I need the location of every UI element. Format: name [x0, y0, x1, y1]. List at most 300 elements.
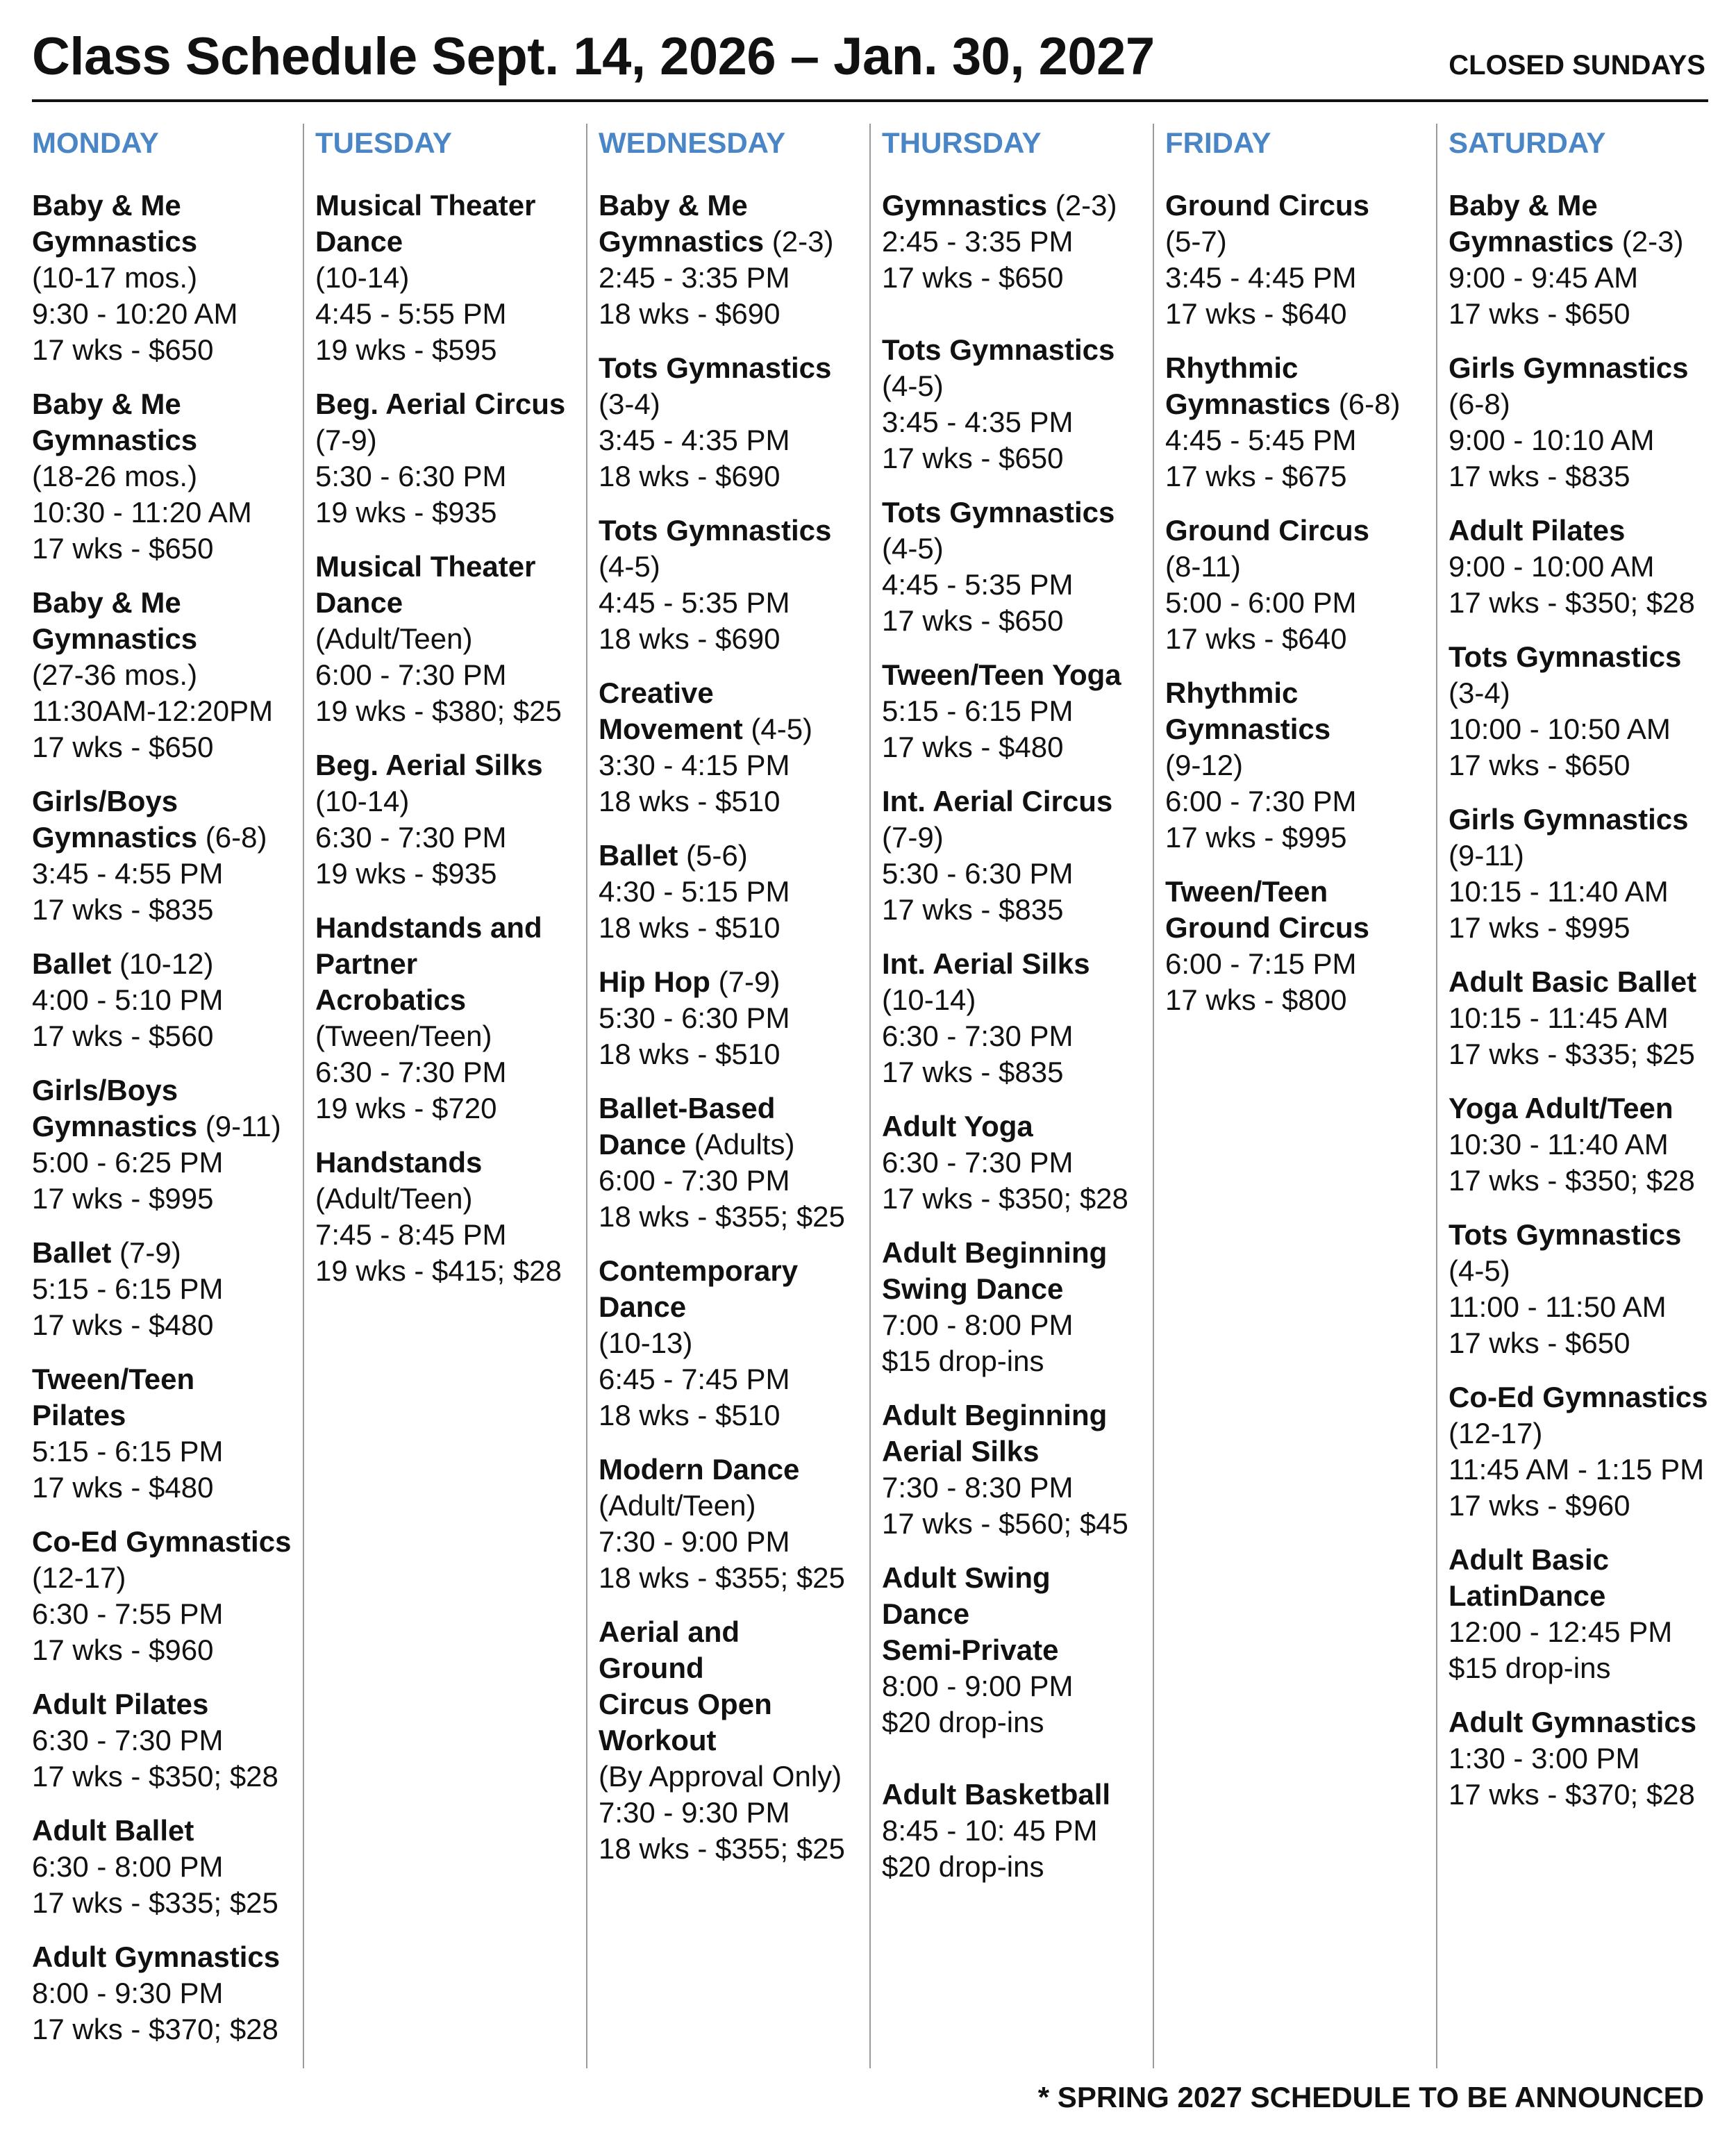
class-detail: 18 wks - $690 [599, 460, 781, 492]
class-title-line [1449, 639, 1732, 675]
class-detail: (Adult/Teen) [599, 1489, 756, 1522]
class-title-line [599, 1452, 882, 1488]
class-detail: 17 wks - $350; $28 [882, 1182, 1128, 1215]
class-detail: (7-9) [882, 821, 944, 854]
class-age: (2-3) [764, 225, 834, 258]
class-detail: 18 wks - $690 [599, 297, 781, 330]
day-column-thursday [882, 124, 1165, 2068]
class-detail: 17 wks - $650 [32, 731, 214, 763]
class-detail: 17 wks - $995 [1449, 911, 1630, 944]
class-entry [1165, 675, 1449, 856]
class-title-line [1165, 350, 1449, 422]
class-title-line [32, 188, 315, 260]
class-name: Ground Circus [1165, 189, 1370, 222]
class-detail: 10:15 - 11:45 AM [1449, 1002, 1669, 1034]
class-name: Baby & Me Gymnastics [1449, 189, 1614, 258]
class-age: (2-3) [1614, 225, 1684, 258]
class-name: Gymnastics [882, 189, 1048, 222]
class-entry [32, 1072, 315, 1217]
class-detail: 9:00 - 10:10 AM [1449, 424, 1655, 456]
class-detail: 11:45 AM - 1:15 PM [1449, 1453, 1705, 1486]
day-column-saturday [1449, 124, 1732, 2068]
class-entry [882, 1108, 1165, 1217]
class-detail: 1:30 - 3:00 PM [1449, 1742, 1640, 1775]
class-detail: (4-5) [882, 532, 944, 565]
closed-sundays-note: CLOSED SUNDAYS [1449, 50, 1705, 81]
column-divider [586, 124, 587, 2068]
class-title-line [882, 657, 1165, 693]
class-title-line [599, 675, 882, 747]
class-detail: 5:15 - 6:15 PM [882, 695, 1074, 727]
class-detail: 10:15 - 11:40 AM [1449, 875, 1669, 908]
class-detail: 7:30 - 9:00 PM [599, 1525, 790, 1558]
class-name: Tots Gymnastics [882, 333, 1115, 366]
class-name: Tween/Teen Yoga [882, 658, 1121, 691]
class-title-line [1449, 1217, 1732, 1253]
class-entry [32, 1939, 315, 2047]
class-name: Rhythmic Gymnastics [1165, 676, 1331, 745]
class-detail: 3:45 - 4:35 PM [599, 424, 790, 456]
class-detail: (27-36 mos.) [32, 658, 198, 691]
column-divider [869, 124, 871, 2068]
class-detail: 17 wks - $370; $28 [1449, 1778, 1695, 1811]
class-detail: 6:30 - 7:30 PM [32, 1724, 224, 1756]
column-divider [303, 124, 304, 2068]
class-detail: (10-14) [882, 983, 976, 1016]
class-detail: (9-12) [1165, 749, 1244, 781]
class-detail: 9:00 - 9:45 AM [1449, 261, 1639, 294]
class-detail: 19 wks - $380; $25 [315, 695, 562, 727]
class-entry [882, 1397, 1165, 1542]
class-name: Handstands [315, 1146, 483, 1179]
class-entry [1449, 188, 1732, 332]
class-detail: 9:30 - 10:20 AM [32, 297, 238, 330]
class-entry [882, 1560, 1165, 1740]
class-name: Modern Dance [599, 1453, 800, 1486]
class-detail: (4-5) [882, 369, 944, 402]
class-detail: 3:30 - 4:15 PM [599, 749, 790, 781]
class-detail: 17 wks - $650 [882, 442, 1064, 474]
class-detail: 17 wks - $835 [882, 893, 1064, 926]
class-detail: 10:00 - 10:50 AM [1449, 713, 1671, 745]
class-detail: 17 wks - $650 [882, 261, 1064, 294]
class-title-line [882, 1235, 1165, 1307]
class-detail: 2:45 - 3:35 PM [882, 225, 1074, 258]
class-name: Girls/Boys Gymnastics [32, 785, 198, 854]
class-entry [315, 386, 599, 531]
class-title-line [32, 1939, 315, 1975]
class-title-line [882, 783, 1165, 820]
class-detail: 17 wks - $480 [32, 1471, 214, 1504]
class-detail: 4:45 - 5:35 PM [599, 586, 790, 619]
class-detail: 17 wks - $800 [1165, 983, 1347, 1016]
class-entry [882, 332, 1165, 476]
class-detail: 6:30 - 7:30 PM [315, 821, 507, 854]
class-title-line [882, 1108, 1165, 1145]
class-detail: 17 wks - $650 [1449, 1327, 1630, 1359]
class-detail: 5:30 - 6:30 PM [599, 1002, 790, 1034]
class-entry [1449, 964, 1732, 1072]
class-title-line [315, 1145, 599, 1181]
class-name: Baby & Me Gymnastics [32, 388, 198, 456]
day-header: THURSDAY [882, 126, 1042, 159]
class-title-line [315, 910, 599, 1018]
class-detail: 6:30 - 8:00 PM [32, 1850, 224, 1883]
class-age: (6-8) [1330, 388, 1401, 420]
class-title-line [1449, 1704, 1732, 1740]
class-detail: (Adult/Teen) [315, 622, 473, 655]
class-detail: 17 wks - $560; $45 [882, 1507, 1128, 1540]
class-age: (7-9) [710, 965, 781, 998]
class-detail: (18-26 mos.) [32, 460, 198, 492]
class-detail: 7:45 - 8:45 PM [315, 1218, 507, 1251]
class-detail: 9:00 - 10:00 AM [1449, 550, 1655, 583]
class-detail: (3-4) [1449, 676, 1510, 709]
class-detail: 3:45 - 4:45 PM [1165, 261, 1357, 294]
class-detail: (4-5) [599, 550, 660, 583]
class-name: Adult Beginning Swing Dance [882, 1236, 1108, 1305]
class-entry [599, 513, 882, 657]
class-detail: 6:30 - 7:30 PM [882, 1020, 1074, 1052]
class-detail: (By Approval Only) [599, 1760, 842, 1793]
class-entry [599, 350, 882, 495]
class-detail: 8:00 - 9:00 PM [882, 1670, 1074, 1702]
class-detail: 6:00 - 7:30 PM [599, 1164, 790, 1197]
class-detail: 4:30 - 5:15 PM [599, 875, 790, 908]
class-age: (6-8) [197, 821, 267, 854]
class-entry [1165, 874, 1449, 1018]
class-name: Contemporary Dance [599, 1254, 799, 1323]
class-title-line [315, 747, 599, 783]
column-divider [1436, 124, 1437, 2068]
class-title-line [1449, 801, 1732, 838]
class-detail: 8:00 - 9:30 PM [32, 1977, 224, 2009]
class-detail: 5:30 - 6:30 PM [882, 857, 1074, 890]
class-detail: (12-17) [32, 1561, 126, 1594]
class-detail: 5:30 - 6:30 PM [315, 460, 507, 492]
class-entry [32, 1235, 315, 1343]
class-detail: 6:00 - 7:15 PM [1165, 947, 1357, 980]
class-detail: (10-14) [315, 261, 410, 294]
class-title-line [32, 1361, 315, 1434]
class-name: Tween/Teen Pilates [32, 1363, 195, 1431]
class-name: Adult Basketball [882, 1778, 1111, 1811]
class-entry [882, 946, 1165, 1090]
class-name: Tots Gymnastics [882, 496, 1115, 529]
class-detail: 5:15 - 6:15 PM [32, 1272, 224, 1305]
class-detail: 18 wks - $510 [599, 911, 781, 944]
class-detail: 6:00 - 7:30 PM [315, 658, 507, 691]
class-title-line [1449, 188, 1732, 260]
class-detail: 7:30 - 9:30 PM [599, 1796, 790, 1829]
footer-note: * SPRING 2027 SCHEDULE TO BE ANNOUNCED [1037, 2081, 1704, 2113]
class-entry [315, 747, 599, 892]
class-detail: 18 wks - $355; $25 [599, 1200, 845, 1233]
class-detail: 18 wks - $355; $25 [599, 1832, 845, 1865]
class-detail: (5-7) [1165, 225, 1227, 258]
class-entry [32, 1524, 315, 1668]
class-title-line [882, 1777, 1165, 1813]
page-title: Class Schedule Sept. 14, 2026 – Jan. 30, 2027 [32, 27, 1155, 86]
class-name: Adult Yoga [882, 1110, 1033, 1142]
class-name: Beg. Aerial Circus [315, 388, 566, 420]
class-name: Hip Hop [599, 965, 710, 998]
class-name: Co-Ed Gymnastics [32, 1525, 292, 1558]
class-detail: $15 drop-ins [882, 1345, 1044, 1377]
class-name: Tots Gymnastics [1449, 1218, 1682, 1251]
class-name: Baby & Me Gymnastics [599, 189, 765, 258]
class-name: Girls Gymnastics [1449, 351, 1689, 384]
class-detail: 17 wks - $370; $28 [32, 2013, 278, 2045]
day-header: TUESDAY [315, 126, 452, 159]
class-entry [599, 188, 882, 332]
class-detail: (9-11) [1449, 839, 1524, 872]
class-entry [32, 188, 315, 368]
class-name: Beg. Aerial Silks [315, 749, 543, 781]
class-detail: 17 wks - $480 [882, 731, 1064, 763]
class-title-line [32, 585, 315, 657]
class-detail: 17 wks - $640 [1165, 622, 1347, 655]
class-name: Creative Movement [599, 676, 743, 745]
class-name: Adult Gymnastics [32, 1941, 281, 1973]
class-title-line [32, 783, 315, 856]
class-detail: 17 wks - $960 [32, 1634, 214, 1666]
class-title-line [1449, 513, 1732, 549]
class-entry [599, 1614, 882, 1867]
class-title-line [32, 946, 315, 982]
class-detail: 18 wks - $510 [599, 1038, 781, 1070]
day-header: WEDNESDAY [599, 126, 786, 159]
header-divider [32, 99, 1708, 102]
class-detail: 17 wks - $650 [32, 532, 214, 565]
class-detail: $15 drop-ins [1449, 1652, 1611, 1684]
class-name: Tots Gymnastics [599, 351, 832, 384]
class-detail: 18 wks - $510 [599, 1399, 781, 1431]
class-name: Rhythmic Gymnastics [1165, 351, 1331, 420]
class-title-line [599, 964, 882, 1000]
class-detail: 7:30 - 8:30 PM [882, 1471, 1074, 1504]
class-detail: 8:45 - 10: 45 PM [882, 1814, 1098, 1847]
class-entry [32, 1361, 315, 1506]
class-title-line [1165, 188, 1449, 224]
class-detail: 17 wks - $640 [1165, 297, 1347, 330]
class-name: Adult Basic Ballet [1449, 965, 1697, 998]
class-name: Handstands and Partner Acrobatics [315, 911, 542, 1016]
class-detail: 10:30 - 11:40 AM [1449, 1128, 1669, 1161]
class-detail: 17 wks - $335; $25 [1449, 1038, 1695, 1070]
class-detail: 3:45 - 4:35 PM [882, 406, 1074, 438]
class-detail: 6:30 - 7:55 PM [32, 1597, 224, 1630]
class-age: (4-5) [742, 713, 813, 745]
class-detail: 3:45 - 4:55 PM [32, 857, 224, 890]
class-detail: 17 wks - $650 [32, 333, 214, 366]
class-title-line [882, 1397, 1165, 1470]
class-name: Aerial and Ground Circus Open Workout [599, 1615, 772, 1756]
class-detail: 10:30 - 11:20 AM [32, 496, 252, 529]
class-detail: 4:45 - 5:45 PM [1165, 424, 1357, 456]
class-title-line [882, 332, 1165, 368]
class-detail: 17 wks - $350; $28 [1449, 1164, 1695, 1197]
class-title-line [1449, 964, 1732, 1000]
class-entry [1449, 1704, 1732, 1813]
day-header: MONDAY [32, 126, 159, 159]
class-entry [1449, 639, 1732, 783]
class-name: Adult Swing Dance Semi-Private [882, 1561, 1059, 1666]
class-title-line [1165, 874, 1449, 946]
class-entry [882, 495, 1165, 639]
class-entry [32, 1686, 315, 1795]
class-title-line [315, 386, 599, 422]
day-column-monday [32, 124, 315, 2068]
class-detail: 17 wks - $560 [32, 1020, 214, 1052]
class-title-line [32, 1072, 315, 1145]
class-entry [32, 386, 315, 567]
class-title-line [599, 1253, 882, 1325]
day-column-tuesday [315, 124, 599, 2068]
class-entry [882, 1777, 1165, 1885]
page-header [32, 21, 1705, 97]
class-title-line [882, 188, 1165, 224]
class-age: (9-11) [197, 1110, 281, 1142]
class-detail: 17 wks - $650 [1449, 297, 1630, 330]
class-title-line [1449, 1542, 1732, 1614]
class-detail: 18 wks - $690 [599, 622, 781, 655]
class-title-line [1165, 513, 1449, 549]
class-entry [32, 946, 315, 1054]
class-detail: 5:15 - 6:15 PM [32, 1435, 224, 1468]
class-detail: 19 wks - $935 [315, 857, 497, 890]
class-title-line [599, 188, 882, 260]
schedule-grid [32, 124, 1719, 2068]
class-entry [32, 585, 315, 765]
class-entry [1449, 1379, 1732, 1524]
class-title-line [32, 1524, 315, 1560]
class-detail: 2:45 - 3:35 PM [599, 261, 790, 294]
class-title-line [599, 1614, 882, 1759]
class-name: Tots Gymnastics [599, 514, 832, 547]
class-detail: (10-14) [315, 785, 410, 817]
class-detail: 17 wks - $835 [1449, 460, 1630, 492]
class-entry [599, 964, 882, 1072]
day-header: SATURDAY [1449, 126, 1606, 159]
class-detail: 17 wks - $675 [1165, 460, 1347, 492]
class-title-line [32, 1813, 315, 1849]
class-name: Tots Gymnastics [1449, 640, 1682, 673]
class-detail: 19 wks - $935 [315, 496, 497, 529]
class-entry [1165, 188, 1449, 332]
class-title-line [32, 386, 315, 458]
class-detail: 4:45 - 5:35 PM [882, 568, 1074, 601]
class-title-line [1449, 350, 1732, 386]
class-detail: (3-4) [599, 388, 660, 420]
class-name: Adult Ballet [32, 1814, 194, 1847]
class-entry [882, 1235, 1165, 1379]
class-age: (2-3) [1047, 189, 1117, 222]
class-name: Int. Aerial Circus [882, 785, 1113, 817]
class-detail: (7-9) [315, 424, 377, 456]
class-entry [1449, 513, 1732, 621]
class-name: Girls Gymnastics [1449, 803, 1689, 836]
day-header: FRIDAY [1165, 126, 1271, 159]
class-title-line [882, 946, 1165, 982]
class-detail: 7:00 - 8:00 PM [882, 1308, 1074, 1341]
class-title-line [882, 495, 1165, 531]
class-detail: 6:45 - 7:45 PM [599, 1363, 790, 1395]
class-detail: 17 wks - $650 [1449, 749, 1630, 781]
class-title-line [315, 188, 599, 260]
column-divider [1153, 124, 1154, 2068]
class-name: Musical Theater Dance [315, 189, 536, 258]
class-detail: $20 drop-ins [882, 1850, 1044, 1883]
class-detail: 17 wks - $995 [32, 1182, 214, 1215]
class-detail: (Adult/Teen) [315, 1182, 473, 1215]
class-title-line [599, 1090, 882, 1163]
class-detail: 11:00 - 11:50 AM [1449, 1290, 1667, 1323]
class-detail: 6:00 - 7:30 PM [1165, 785, 1357, 817]
class-name: Baby & Me Gymnastics [32, 189, 198, 258]
class-name: Yoga Adult/Teen [1449, 1092, 1674, 1124]
class-detail: 5:00 - 6:25 PM [32, 1146, 224, 1179]
class-title-line [1449, 1379, 1732, 1415]
class-entry [599, 838, 882, 946]
class-detail: 17 wks - $350; $28 [1449, 586, 1695, 619]
class-name: Co-Ed Gymnastics [1449, 1381, 1708, 1413]
class-entry [315, 1145, 599, 1289]
class-entry [1165, 350, 1449, 495]
class-title-line [882, 1560, 1165, 1668]
class-detail: (10-17 mos.) [32, 261, 198, 294]
class-detail: (Tween/Teen) [315, 1020, 492, 1052]
class-detail: (8-11) [1165, 550, 1241, 583]
class-detail: 6:30 - 7:30 PM [882, 1146, 1074, 1179]
day-column-friday [1165, 124, 1449, 2068]
class-name: Ballet [32, 1236, 112, 1269]
class-name: Int. Aerial Silks [882, 947, 1090, 980]
class-name: Adult Pilates [1449, 514, 1626, 547]
class-title-line [32, 1235, 315, 1271]
class-entry [315, 910, 599, 1127]
class-detail: (10-13) [599, 1327, 693, 1359]
class-entry [882, 657, 1165, 765]
day-column-wednesday [599, 124, 882, 2068]
class-detail: 19 wks - $595 [315, 333, 497, 366]
class-entry [599, 675, 882, 820]
class-title-line [1449, 1090, 1732, 1127]
class-entry [1449, 1217, 1732, 1361]
class-title-line [599, 513, 882, 549]
class-detail: 5:00 - 6:00 PM [1165, 586, 1357, 619]
class-name: Adult Basic LatinDance [1449, 1543, 1610, 1612]
class-entry [1449, 350, 1732, 495]
class-name: Ground Circus [1165, 514, 1370, 547]
class-entry [315, 549, 599, 729]
class-detail: 12:00 - 12:45 PM [1449, 1615, 1673, 1648]
class-title-line [599, 838, 882, 874]
class-detail: 18 wks - $355; $25 [599, 1561, 845, 1594]
class-title-line [315, 549, 599, 621]
class-detail: 19 wks - $415; $28 [315, 1254, 562, 1287]
class-entry [599, 1253, 882, 1434]
class-age: (7-9) [111, 1236, 181, 1269]
class-entry [1165, 513, 1449, 657]
class-name: Ballet-Based Dance [599, 1092, 776, 1161]
class-name: Ballet [599, 839, 678, 872]
class-detail: 6:30 - 7:30 PM [315, 1056, 507, 1088]
class-detail: 4:00 - 5:10 PM [32, 983, 224, 1016]
class-title-line [1165, 675, 1449, 747]
class-name: Adult Gymnastics [1449, 1706, 1697, 1738]
class-entry [1449, 801, 1732, 946]
